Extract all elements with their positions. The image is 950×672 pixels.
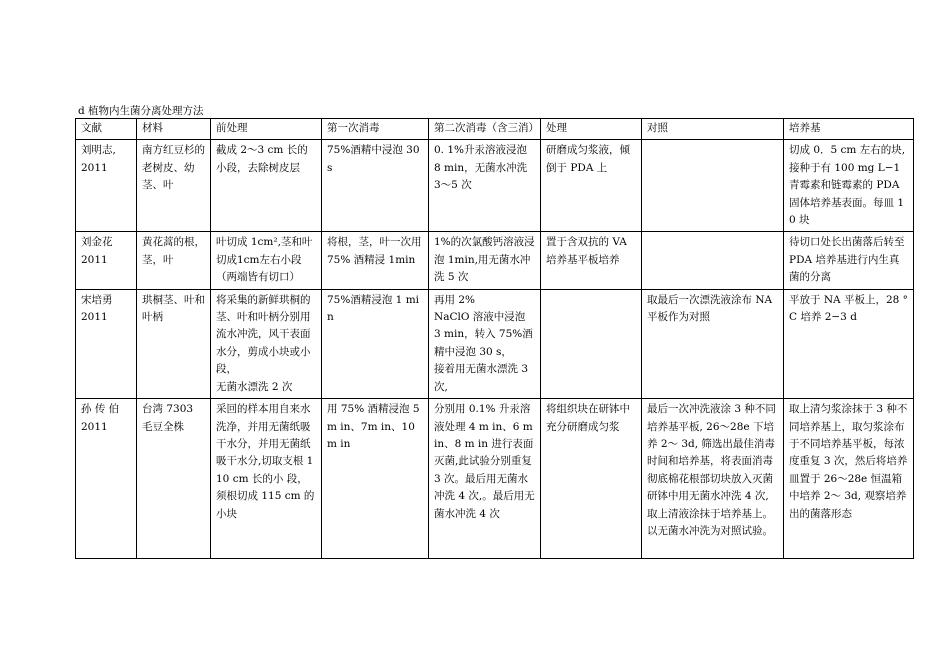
header-medium: 培养基 bbox=[784, 119, 914, 140]
cell-control bbox=[642, 232, 784, 289]
header-first-disinfection: 第一次消毒 bbox=[322, 119, 429, 140]
cell-reference: 孙 传 伯 2011 bbox=[76, 399, 137, 559]
cell-control: 取最后一次漂洗液涂布 NA 平板作为对照 bbox=[642, 289, 784, 398]
cell-reference: 刘明志, 2011 bbox=[76, 140, 137, 232]
cell-processing bbox=[541, 289, 642, 398]
cell-processing: 置于含双抗的 VA 培养基平板培养 bbox=[541, 232, 642, 289]
header-processing: 处理 bbox=[541, 119, 642, 140]
table-caption: d 植物内生菌分离处理方法 bbox=[78, 105, 204, 117]
cell-medium: 取上清匀浆涂抹于 3 种不同培养基上，取匀浆涂布于不同培养基平板，每浓度重复 3 次，然后将培养皿置于 26～28e 恒温箱中培养 2～ 3d, 观察培养出的菌落形态 bbox=[784, 399, 914, 559]
cell-pretreatment: 将采集的新鲜珙桐的茎、叶和叶柄分别用流水冲洗，风干表面水分，剪成小块或小段， 无菌水漂洗 2 次 bbox=[211, 289, 322, 398]
cell-second-disinfection: 0. 1%升汞溶液浸泡 8 min，无菌水冲洗 3～5 次 bbox=[429, 140, 541, 232]
header-reference: 文献 bbox=[76, 119, 137, 140]
header-material: 材料 bbox=[137, 119, 211, 140]
cell-medium: 平放于 NA 平板上，28 ° C 培养 2−3 d bbox=[784, 289, 914, 398]
cell-first-disinfection: 用 75% 酒精浸泡 5m in、7m in、10m in bbox=[322, 399, 429, 559]
cell-medium: 切成 0．5 cm 左右的块,接种于有 100 mg L−1 青霉素和链霉素的 PDA 固体培养基表面。每皿 10 块 bbox=[784, 140, 914, 232]
header-second-disinfection: 第二次消毒（含三消） bbox=[429, 119, 541, 140]
cell-first-disinfection: 75%酒精浸泡 1 min bbox=[322, 289, 429, 398]
cell-control: 最后一次冲洗液涂 3 种不同培养基平板, 26～28e 下培养 2～ 3d, 筛选出最佳消毒时间和培养基，将表面消毒彻底棉花根部切块放入灭菌研钵中用无菌水冲洗 4 次,取上清液涂抹于培养基上。以无菌水冲洗为对照试验。 bbox=[642, 399, 784, 559]
cell-second-disinfection: 再用 2% NaClO 溶液中浸泡 3 min，转入 75%酒精中浸泡 30 s， 接着用无菌水漂洗 3 次, bbox=[429, 289, 541, 398]
cell-second-disinfection: 1%的次氯酸钙溶液浸泡 1min,用无菌水冲洗 5 次 bbox=[429, 232, 541, 289]
header-control: 对照 bbox=[642, 119, 784, 140]
cell-control bbox=[642, 140, 784, 232]
cell-second-disinfection: 分别用 0.1% 升汞溶液处理 4 m in、6 m in、8 m in 进行表面灭菌,此试验分别重复 3 次。最后用无菌水冲洗 4 次,。最后用无菌水冲洗 4 次 bbox=[429, 399, 541, 559]
cell-reference: 宋培勇 2011 bbox=[76, 289, 137, 398]
cell-material: 台湾 7303 毛豆全株 bbox=[137, 399, 211, 559]
cell-material: 珙桐茎、叶和叶柄 bbox=[137, 289, 211, 398]
cell-pretreatment: 采回的样本用自来水洗净，并用无菌纸吸干水分，并用无菌纸吸干水分,切取支根 110 cm 长的小 段，须根切成 115 cm 的小块 bbox=[211, 399, 322, 559]
cell-pretreatment: 叶切成 1cm²,茎和叶切成1cm左右小段（两端皆有切口） bbox=[211, 232, 322, 289]
cell-medium: 待切口处长出菌落后转至 PDA 培养基进行内生真菌的分离 bbox=[784, 232, 914, 289]
cell-reference: 刘金花 2011 bbox=[76, 232, 137, 289]
cell-pretreatment: 截成 2～3 cm 长的小段，去除树皮层 bbox=[211, 140, 322, 232]
cell-first-disinfection: 75%酒精中浸泡 30 s bbox=[322, 140, 429, 232]
header-row bbox=[76, 119, 914, 140]
cell-material: 黄花蒿的根，茎，叶 bbox=[137, 232, 211, 289]
cell-processing: 研磨成匀浆液，倾倒于 PDA 上 bbox=[541, 140, 642, 232]
cell-processing: 将组织块在研钵中充分研磨成匀浆 bbox=[541, 399, 642, 559]
isolation-methods-table bbox=[75, 118, 914, 559]
cell-material: 南方红豆杉的老树皮、幼茎、叶 bbox=[137, 140, 211, 232]
table-row bbox=[76, 232, 914, 289]
header-pretreatment: 前处理 bbox=[211, 119, 322, 140]
cell-first-disinfection: 将根，茎，叶一次用 75% 酒精浸 1min bbox=[322, 232, 429, 289]
table-row bbox=[76, 289, 914, 398]
table-row bbox=[76, 399, 914, 559]
table-row bbox=[76, 140, 914, 232]
